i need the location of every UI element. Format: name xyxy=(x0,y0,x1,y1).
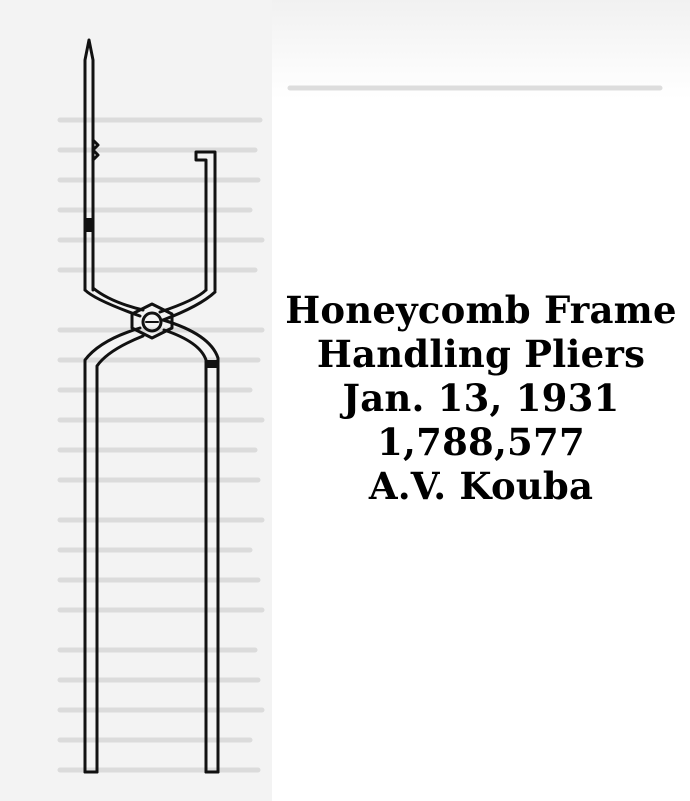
upper-left-arm xyxy=(85,290,140,316)
caption-line-title-2: Handling Pliers xyxy=(316,332,646,376)
lower-left-arm xyxy=(85,328,140,772)
right-jaw-hook xyxy=(196,152,215,290)
spike-band xyxy=(84,218,94,232)
lower-right-arm-inner xyxy=(163,320,218,772)
lower-right-arm xyxy=(164,330,206,772)
upper-right-arm xyxy=(160,290,206,312)
caption-line-date: Jan. 13, 1931 xyxy=(342,376,620,420)
left-jaw-spike xyxy=(85,40,93,290)
caption-line-title-1: Honeycomb Frame xyxy=(285,288,677,332)
caption-line-inventor: A.V. Kouba xyxy=(368,464,594,508)
patent-caption xyxy=(272,288,690,508)
caption-line-patent-number: 1,788,577 xyxy=(377,420,585,464)
handle-band xyxy=(205,360,219,368)
lower-left-arm-inner xyxy=(97,336,143,772)
